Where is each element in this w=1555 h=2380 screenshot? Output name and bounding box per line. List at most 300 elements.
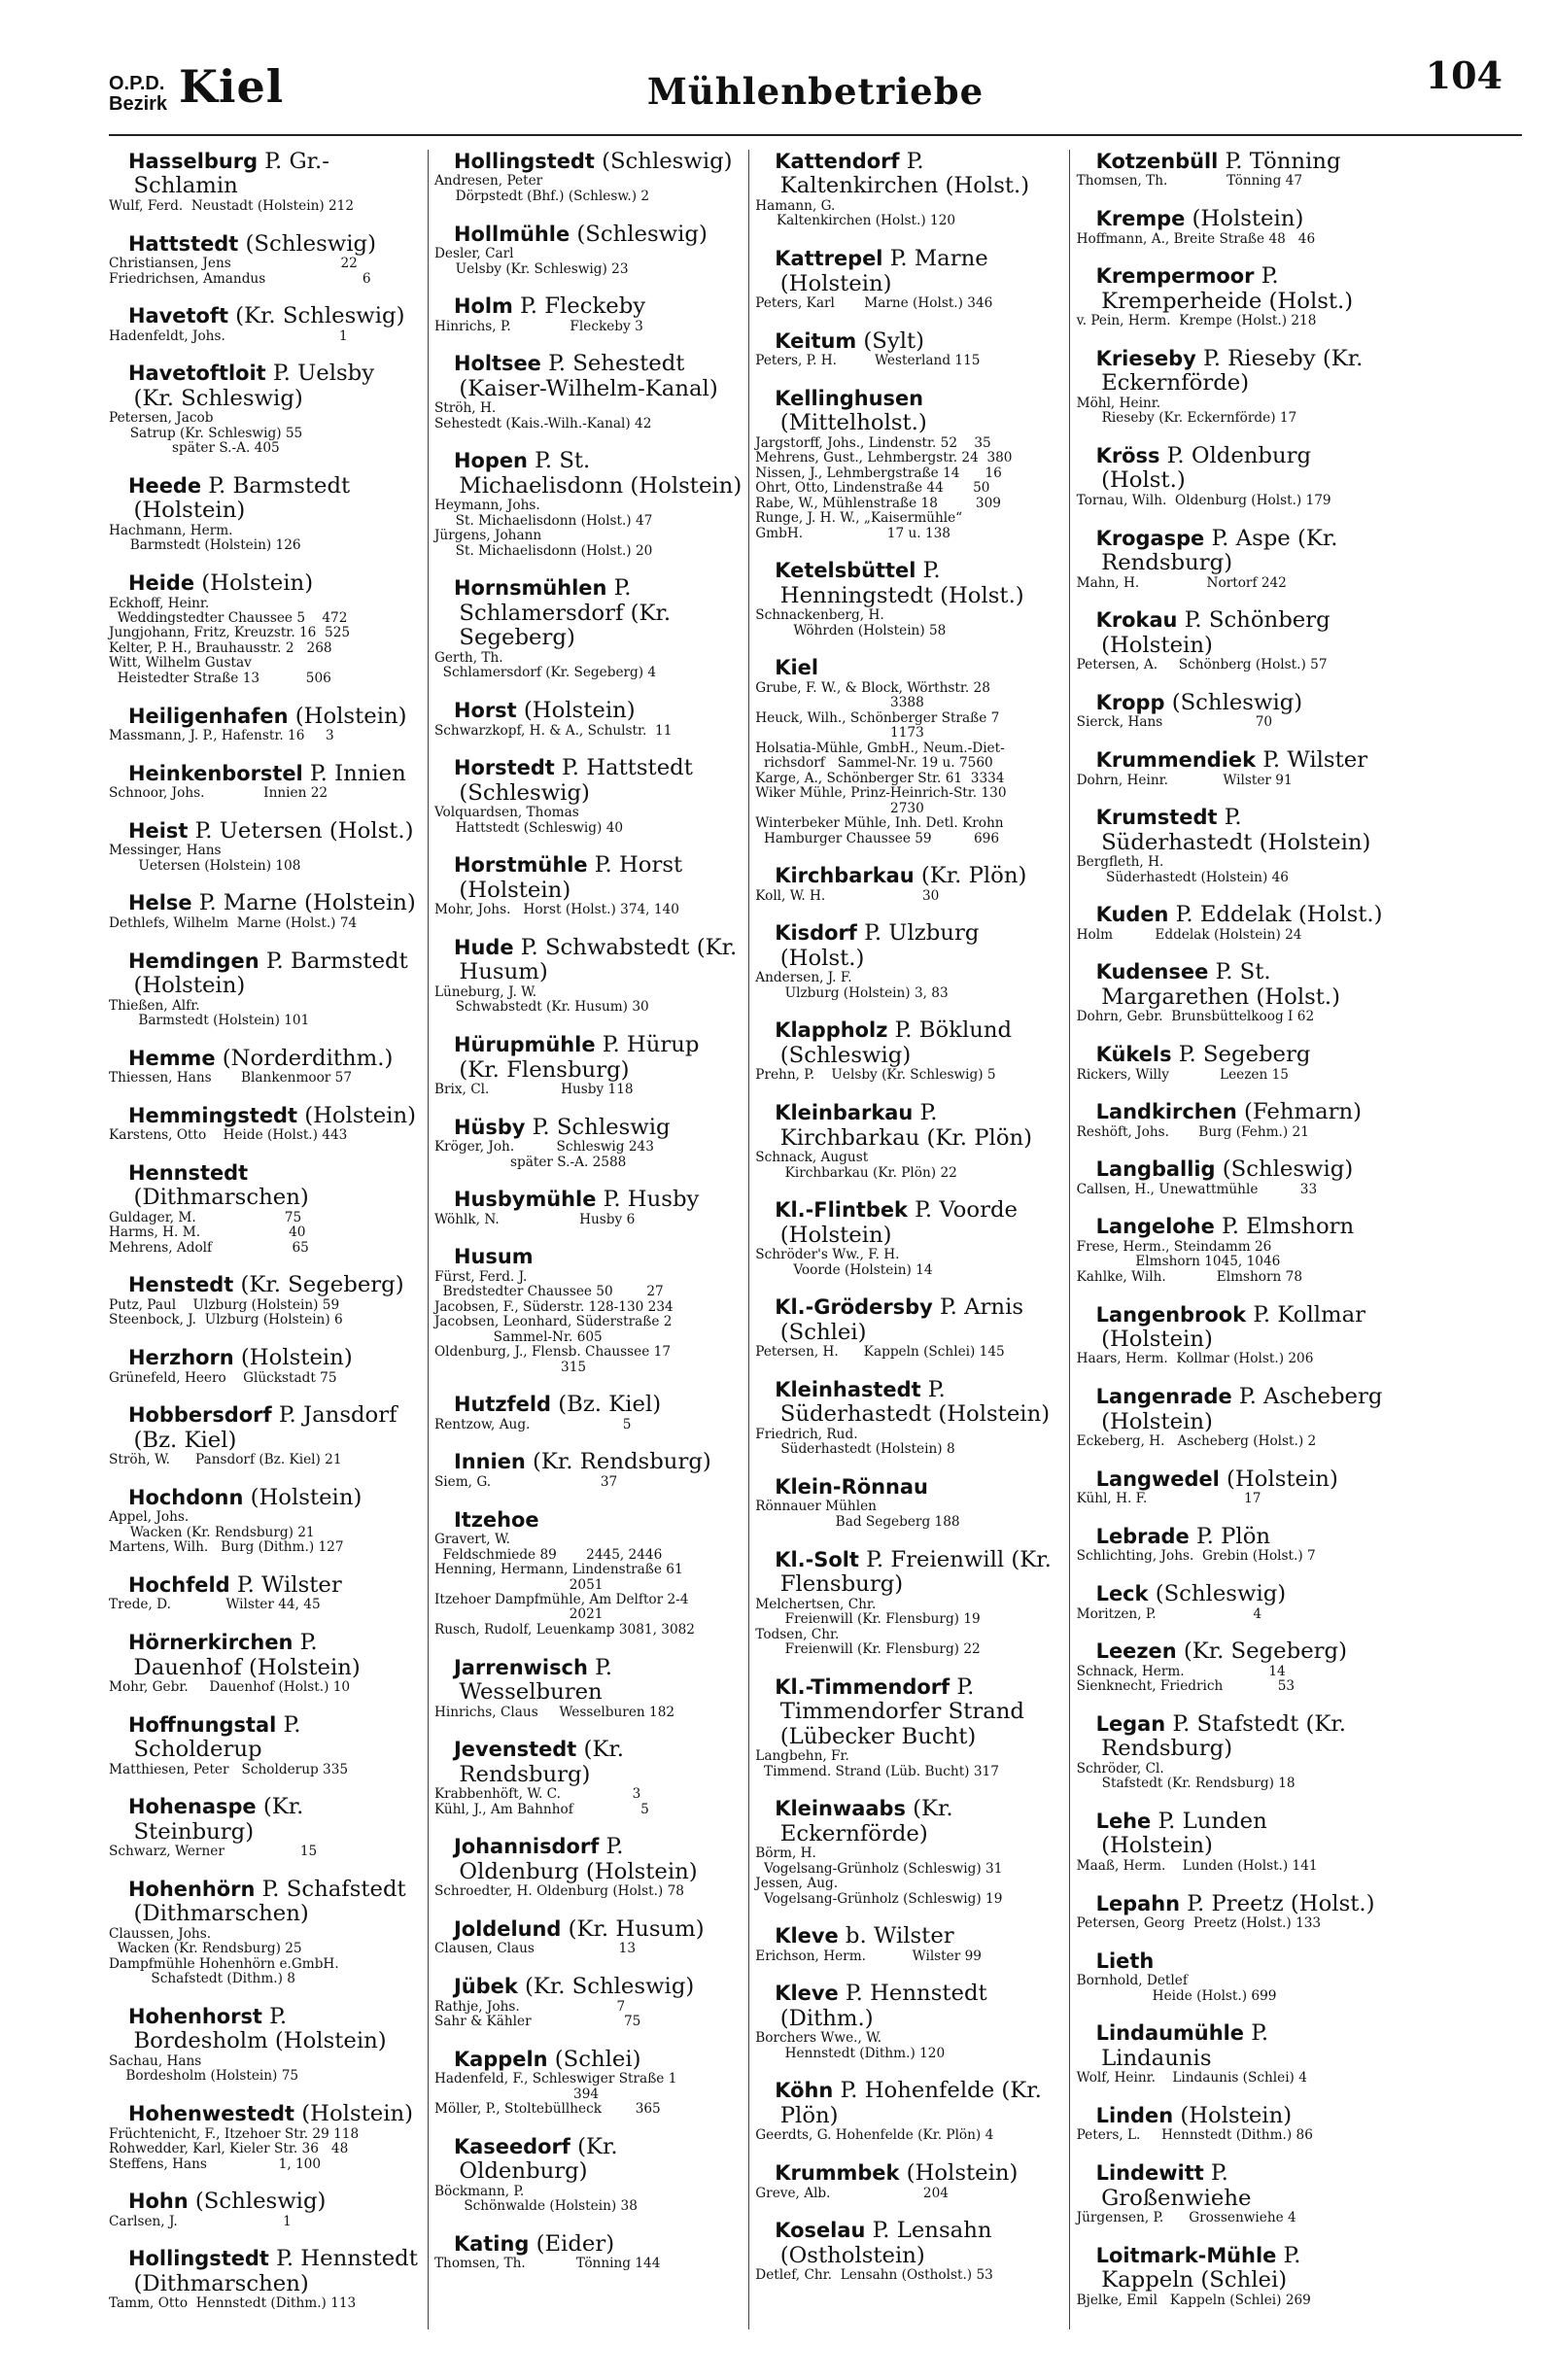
place-name: Langenbrook bbox=[1095, 1302, 1246, 1327]
listing-line: Steffens, Hans 1, 100 bbox=[109, 2156, 322, 2172]
opd-label: O.P.D. bbox=[109, 73, 165, 94]
place-name: Krempermoor bbox=[1095, 264, 1255, 289]
listing-line: Claussen, Johs. bbox=[109, 1925, 212, 1942]
place-location: P. Wesselburen bbox=[459, 1654, 613, 1706]
listing-line: 2021 bbox=[433, 1606, 604, 1623]
directory-entry bbox=[109, 1878, 421, 1987]
place-location: (Holstein) bbox=[243, 1484, 363, 1510]
place-heading bbox=[434, 223, 743, 247]
place-location: P. Hattstedt (Schleswig) bbox=[459, 755, 693, 806]
place-name: Leck bbox=[1095, 1582, 1149, 1606]
place-heading bbox=[755, 1378, 1063, 1428]
place-name: Johannisdorf bbox=[453, 1835, 600, 1859]
listing-line: Dörpstedt (Bhf.) (Schlesw.) 2 bbox=[433, 188, 650, 204]
listing-line: Thomsen, Th. Tönning 144 bbox=[433, 2256, 661, 2272]
directory-entry bbox=[1077, 264, 1385, 328]
directory-entry bbox=[1077, 1467, 1385, 1507]
directory-entry bbox=[109, 362, 421, 456]
listing-line: Wacken (Kr. Rendsburg) 21 bbox=[109, 1524, 315, 1540]
listing-line: Schröder, Cl. bbox=[1076, 1760, 1164, 1776]
place-heading bbox=[755, 1198, 1063, 1248]
place-location: P. Ascheberg (Holstein) bbox=[1101, 1384, 1383, 1434]
place-heading bbox=[434, 2135, 743, 2185]
place-location: P. Kappeln (Schlei) bbox=[1101, 2242, 1301, 2294]
place-heading bbox=[109, 474, 421, 524]
place-heading bbox=[1077, 2021, 1385, 2071]
place-location: (Schleswig) bbox=[594, 149, 733, 174]
place-name: Kating bbox=[453, 2231, 530, 2256]
place-location: (Mittelholst.) bbox=[779, 410, 927, 436]
place-heading bbox=[109, 2005, 421, 2054]
listing-line: Lüneburg, J. W. bbox=[433, 983, 537, 1000]
directory-entry bbox=[1077, 1810, 1385, 1874]
place-location: P. Jansdorf (Bz. Kiel) bbox=[133, 1402, 397, 1453]
place-name: Hohenhorst bbox=[128, 2004, 262, 2028]
place-location: P. Henningstedt (Holst.) bbox=[779, 558, 1024, 608]
place-location: P. Bordesholm (Holstein) bbox=[133, 2003, 387, 2054]
listing-line: Heymann, Johs. bbox=[433, 498, 540, 514]
listing-line: Rabe, W., Mühlenstraße 18 309 bbox=[755, 495, 1001, 511]
place-heading bbox=[109, 1573, 421, 1598]
place-heading bbox=[1077, 2161, 1385, 2211]
directory-entry bbox=[1077, 1525, 1385, 1565]
place-heading bbox=[755, 1924, 1063, 1949]
place-name: Hüsby bbox=[453, 1115, 526, 1139]
listing-line: Wulf, Ferd. Neustadt (Holstein) 212 bbox=[109, 197, 355, 214]
place-name: Kl.-Solt bbox=[775, 1547, 859, 1571]
directory-entry bbox=[109, 1795, 421, 1859]
directory-entry bbox=[109, 1047, 421, 1087]
listing-line: Thiessen, Hans Blankenmoor 57 bbox=[109, 1070, 353, 1087]
place-heading bbox=[1077, 1582, 1385, 1606]
listing-line: Callsen, H., Unewattmühle 33 bbox=[1076, 1181, 1318, 1197]
place-heading bbox=[109, 891, 421, 915]
place-heading bbox=[1077, 1949, 1385, 1974]
place-name: Jarrenwisch bbox=[453, 1655, 588, 1679]
place-heading bbox=[1077, 2244, 1385, 2294]
directory-entry bbox=[434, 1033, 743, 1097]
listing-line: Rönnauer Mühlen bbox=[755, 1499, 877, 1515]
place-location: (Schlei) bbox=[547, 2046, 641, 2072]
listing-line: Andresen, Peter bbox=[433, 173, 543, 190]
listing-line: Schroedter, H. Oldenburg (Holst.) 78 bbox=[433, 1883, 684, 1900]
place-location: P. Stafstedt (Kr. Rendsburg) bbox=[1101, 1710, 1346, 1762]
listing-line: Hadenfeldt, Johs. 1 bbox=[109, 328, 348, 344]
directory-entry bbox=[109, 1486, 421, 1556]
place-location: P. Schleswig bbox=[525, 1114, 671, 1140]
listing-line: Mehrens, Gust., Lehmbergstr. 24 380 bbox=[755, 450, 1013, 466]
directory-entry bbox=[434, 1188, 743, 1227]
place-heading bbox=[1077, 1712, 1385, 1762]
place-name: Kleve bbox=[775, 1924, 839, 1949]
listing-line: Wacken (Kr. Rendsburg) 25 bbox=[109, 1941, 302, 1957]
directory-entry bbox=[434, 150, 743, 204]
place-location: P. Hennstedt (Dithmarschen) bbox=[133, 2246, 418, 2296]
place-heading bbox=[1077, 903, 1385, 927]
listing-line: St. Michaelisdonn (Holst.) 47 bbox=[433, 512, 653, 529]
place-name: Hohenaspe bbox=[128, 1795, 257, 1819]
listing-line: Eckhoff, Heinr. bbox=[109, 595, 210, 611]
place-name: Lepahn bbox=[1095, 1891, 1181, 1915]
place-name: Holm bbox=[453, 294, 513, 319]
place-location: P. Kaltenkirchen (Holst.) bbox=[779, 149, 1030, 199]
place-name: Hemme bbox=[128, 1046, 216, 1070]
listing-line: Barmstedt (Holstein) 126 bbox=[109, 537, 301, 554]
directory-entry bbox=[434, 1656, 743, 1720]
listing-line: Clausen, Claus 13 bbox=[433, 1941, 636, 1957]
place-location: P. Husby bbox=[596, 1187, 700, 1213]
place-location: (Holstein) bbox=[233, 1345, 353, 1371]
place-name: Hollingstedt bbox=[453, 150, 595, 173]
place-location: (Holstein) bbox=[288, 703, 407, 729]
place-location: P. Aspe (Kr. Rendsburg) bbox=[1101, 525, 1338, 576]
place-location: P. Schönberg (Holstein) bbox=[1101, 607, 1330, 658]
place-heading bbox=[434, 1738, 743, 1787]
place-name: Lindewitt bbox=[1095, 2161, 1204, 2186]
listing-line: Koll, W. H. 30 bbox=[755, 887, 940, 904]
place-name: Lindaumühle bbox=[1095, 2021, 1244, 2046]
place-name: Linden bbox=[1095, 2103, 1174, 2127]
directory-entry bbox=[755, 2161, 1063, 2201]
place-name: Havetoftloit bbox=[128, 362, 266, 386]
place-heading bbox=[109, 1713, 421, 1763]
listing-line: Bergfleth, H. bbox=[1076, 854, 1164, 871]
place-name: Kirchbarkau bbox=[775, 864, 915, 888]
directory-entry bbox=[755, 2219, 1063, 2283]
place-location: P. Ulzburg (Holst.) bbox=[779, 920, 980, 971]
listing-line: Harms, H. M. 40 bbox=[109, 1224, 306, 1241]
listing-line: Maaß, Herm. Lunden (Holst.) 141 bbox=[1076, 1857, 1318, 1874]
place-name: Langenrade bbox=[1095, 1385, 1232, 1409]
listing-line: Brix, Cl. Husby 118 bbox=[433, 1081, 634, 1097]
listing-line: Jacobsen, Leonhard, Süderstraße 2 bbox=[433, 1314, 673, 1330]
listing-line: Schwarzkopf, H. & A., Schulstr. 11 bbox=[433, 722, 673, 739]
directory-entry bbox=[1077, 608, 1385, 673]
directory-entry bbox=[755, 1924, 1063, 1964]
directory-entry bbox=[434, 1917, 743, 1957]
directory-entry bbox=[434, 223, 743, 277]
listing-line: Borchers Wwe., W. bbox=[755, 2030, 882, 2047]
listing-line: Satrup (Kr. Schleswig) 55 bbox=[109, 425, 303, 441]
directory-entry bbox=[109, 150, 421, 214]
place-heading bbox=[755, 921, 1063, 971]
place-heading bbox=[755, 387, 1063, 436]
listing-line: Eckeberg, H. Ascheberg (Holst.) 2 bbox=[1076, 1433, 1317, 1450]
place-location: P. Oldenburg (Holst.) bbox=[1101, 443, 1312, 494]
directory-entry bbox=[755, 387, 1063, 541]
listing-line: Fürst, Ferd. J. bbox=[433, 1268, 528, 1285]
directory-entry bbox=[755, 864, 1063, 904]
listing-line: Petersen, A. Schönberg (Holst.) 57 bbox=[1076, 657, 1328, 673]
place-heading bbox=[109, 1047, 421, 1071]
directory-entry bbox=[755, 1548, 1063, 1658]
place-location: (Kr. Steinburg) bbox=[133, 1794, 304, 1845]
listing-line: Sammel-Nr. 605 bbox=[433, 1328, 603, 1345]
place-name: Kl.-Grödersby bbox=[775, 1295, 933, 1320]
place-name: Keitum bbox=[775, 328, 857, 353]
directory-entry bbox=[755, 559, 1063, 638]
listing-line: Wolf, Heinr. Lindaunis (Schlei) 4 bbox=[1076, 2070, 1307, 2087]
place-heading bbox=[434, 1835, 743, 1884]
place-heading bbox=[1077, 806, 1385, 855]
listing-line: Uelsby (Kr. Schleswig) 23 bbox=[433, 260, 629, 277]
directory-entry bbox=[755, 1982, 1063, 2061]
place-heading bbox=[109, 1631, 421, 1680]
place-heading bbox=[109, 949, 421, 999]
place-location: P. Rieseby (Kr. Eckernförde) bbox=[1101, 345, 1364, 397]
place-name: Kleve bbox=[775, 1982, 839, 2006]
listing-line: Früchtenicht, F., Itzehoer Str. 29 118 bbox=[109, 2125, 360, 2142]
listing-line: Schnack, Herm. 14 bbox=[1076, 1663, 1286, 1679]
directory-entry bbox=[434, 1245, 743, 1375]
place-location: P. St. Michaelisdonn (Holstein) bbox=[459, 448, 743, 499]
place-name: Kattendorf bbox=[775, 150, 900, 173]
listing-line: Schlamersdorf (Kr. Segeberg) 4 bbox=[433, 665, 657, 681]
place-location: b. Wilster bbox=[838, 1923, 954, 1949]
place-heading bbox=[755, 2079, 1063, 2128]
place-heading bbox=[109, 2190, 421, 2214]
listing-line: Bornhold, Detlef bbox=[1076, 1973, 1188, 1989]
directory-entry bbox=[1077, 444, 1385, 508]
directory-entry bbox=[109, 705, 421, 744]
listing-line: Bad Segeberg 188 bbox=[755, 1513, 960, 1530]
place-location: P. Plön bbox=[1189, 1523, 1271, 1549]
listing-line: Prehn, P. Uelsby (Kr. Schleswig) 5 bbox=[755, 1067, 996, 1084]
directory-entry bbox=[1077, 1639, 1385, 1694]
place-heading bbox=[1077, 1043, 1385, 1067]
listing-line: Jürgensen, P. Grossenwiehe 4 bbox=[1076, 2210, 1296, 2225]
place-name: Jevenstedt bbox=[453, 1738, 577, 1762]
place-name: Hollingstedt bbox=[128, 2247, 269, 2271]
listing-line: Holm Eddelak (Holstein) 24 bbox=[1076, 926, 1302, 943]
listing-line: Oldenburg, J., Flensb. Chaussee 17 bbox=[433, 1344, 672, 1361]
listing-line: Langbehn, Fr. bbox=[755, 1748, 849, 1765]
place-name: Klein-Rönnau bbox=[775, 1474, 928, 1499]
listing-line: Kahlke, Wilh. Elmshorn 78 bbox=[1076, 1268, 1302, 1285]
place-name: Krempe bbox=[1095, 207, 1186, 231]
listing-line: Heuck, Wilh., Schönberger Straße 7 bbox=[755, 709, 1000, 726]
directory-entry bbox=[434, 2232, 743, 2272]
listing-line: Detlef, Chr. Lensahn (Ostholst.) 53 bbox=[755, 2267, 993, 2284]
directory-entry bbox=[434, 1508, 743, 1638]
place-heading bbox=[755, 2219, 1063, 2268]
listing-line: Heide (Holst.) 699 bbox=[1076, 1987, 1277, 2004]
place-heading bbox=[755, 1018, 1063, 1068]
listing-line: Kühl, H. F. 17 bbox=[1076, 1491, 1261, 1507]
listing-line: Desler, Carl bbox=[433, 246, 514, 262]
place-heading bbox=[755, 1475, 1063, 1500]
place-heading bbox=[1077, 207, 1385, 231]
listing-line: Rieseby (Kr. Eckernförde) 17 bbox=[1076, 410, 1297, 427]
listing-line: Thießen, Alfr. bbox=[109, 997, 200, 1014]
directory-entry bbox=[1077, 1892, 1385, 1932]
place-heading bbox=[755, 1548, 1063, 1598]
place-heading bbox=[434, 853, 743, 903]
listing-line: Reshöft, Johs. Burg (Fehm.) 21 bbox=[1076, 1123, 1309, 1140]
place-heading bbox=[109, 1346, 421, 1370]
place-location: P. Eddelak (Holst.) bbox=[1168, 902, 1383, 928]
place-heading bbox=[755, 864, 1063, 888]
place-location: (Kr. Oldenburg) bbox=[459, 2133, 618, 2185]
place-location: P. Horst (Holstein) bbox=[459, 852, 683, 903]
directory-entry bbox=[109, 571, 421, 686]
listing-line: Vogelsang-Grünholz (Schleswig) 19 bbox=[755, 1890, 1003, 1907]
listing-line: Schnack, August bbox=[755, 1150, 869, 1166]
place-location: (Kr. Plön) bbox=[914, 863, 1027, 889]
place-name: Heide bbox=[128, 571, 195, 596]
directory-entry bbox=[1077, 1100, 1385, 1140]
place-name: Hennstedt bbox=[128, 1160, 249, 1185]
listing-line: Appel, Johs. bbox=[109, 1509, 190, 1526]
place-name: Heinkenborstel bbox=[128, 761, 303, 785]
directory-entry bbox=[434, 294, 743, 334]
place-name: Kropp bbox=[1095, 690, 1165, 714]
place-heading bbox=[434, 1188, 743, 1212]
place-name: Herzhorn bbox=[128, 1346, 234, 1370]
place-location: P. Böklund (Schleswig) bbox=[779, 1018, 1013, 1068]
place-heading bbox=[1077, 748, 1385, 773]
directory-entry bbox=[1077, 150, 1385, 190]
place-name: Leezen bbox=[1095, 1639, 1177, 1664]
place-heading bbox=[434, 1917, 743, 1942]
place-location: (Schleswig) bbox=[188, 2189, 327, 2215]
listing-line: Peters, L. Hennstedt (Dithm.) 86 bbox=[1076, 2127, 1313, 2144]
directory-entry bbox=[755, 150, 1063, 229]
place-heading bbox=[755, 1675, 1063, 1749]
place-location: (Kr. Husum) bbox=[561, 1915, 705, 1942]
listing-line: Hamann, G. bbox=[755, 197, 836, 214]
directory-entry bbox=[755, 1101, 1063, 1181]
listing-line: 394 bbox=[433, 2086, 600, 2102]
place-name: Kudensee bbox=[1095, 960, 1209, 984]
place-location: P. Voorde (Holstein) bbox=[779, 1197, 1018, 1248]
directory-entry bbox=[1077, 806, 1385, 885]
listing-line: Petersen, H. Kappeln (Schlei) 145 bbox=[755, 1344, 1005, 1361]
place-location: (Kr. Segeberg) bbox=[1176, 1638, 1347, 1665]
listing-line: Karge, A., Schönberger Str. 61 3334 bbox=[755, 770, 1005, 786]
directory-entry bbox=[755, 329, 1063, 369]
place-location: (Kr. Schleswig) bbox=[227, 303, 405, 329]
listing-line: Rohwedder, Karl, Kieler Str. 36 48 bbox=[109, 2141, 349, 2157]
place-location: P. Schwabstedt (Kr. Husum) bbox=[459, 934, 738, 985]
place-name: Lieth bbox=[1095, 1949, 1155, 1973]
listing-line: Barmstedt (Holstein) 101 bbox=[109, 1012, 310, 1028]
column-4 bbox=[1069, 150, 1390, 2329]
place-heading bbox=[109, 1161, 421, 1211]
listing-line: Süderhastedt (Holstein) 46 bbox=[1076, 869, 1289, 885]
listing-line: Friedrich, Rud. bbox=[755, 1426, 858, 1442]
place-location: (Norderdithm.) bbox=[215, 1045, 394, 1071]
listing-line: Rusch, Rudolf, Leuenkamp 3081, 3082 bbox=[433, 1621, 695, 1638]
place-heading bbox=[434, 150, 743, 174]
place-name: Kleinwaabs bbox=[775, 1797, 906, 1821]
place-name: Kotzenbüll bbox=[1095, 150, 1219, 173]
listing-line: Peters, Karl Marne (Holst.) 346 bbox=[755, 295, 993, 312]
place-name: Klappholz bbox=[775, 1018, 888, 1043]
listing-line: Petersen, Georg Preetz (Holst.) 133 bbox=[1076, 1915, 1322, 1931]
place-heading bbox=[109, 232, 421, 257]
place-name: Lebrade bbox=[1095, 1524, 1190, 1548]
directory-entry bbox=[109, 1631, 421, 1695]
place-name: Langelohe bbox=[1095, 1215, 1215, 1239]
listing-line: Kühl, J., Am Bahnhof 5 bbox=[433, 1801, 649, 1817]
listing-line: Heistedter Straße 13 506 bbox=[109, 670, 331, 686]
place-location: (Holstein) bbox=[194, 570, 314, 597]
directory-entry bbox=[109, 1403, 421, 1467]
place-heading bbox=[434, 756, 743, 806]
listing-line: Kröger, Joh. Schleswig 243 bbox=[433, 1139, 654, 1156]
listing-line: 1173 bbox=[755, 725, 924, 742]
bezirk-label: Bezirk bbox=[109, 93, 168, 115]
place-name: Helse bbox=[128, 891, 192, 915]
place-heading bbox=[434, 2232, 743, 2257]
place-name: Krokau bbox=[1095, 608, 1178, 633]
place-name: Hopen bbox=[453, 449, 528, 473]
place-heading bbox=[109, 362, 421, 411]
place-heading bbox=[434, 1393, 743, 1417]
listing-line: Melchertsen, Chr. bbox=[755, 1596, 877, 1612]
listing-line: Henning, Hermann, Lindenstraße 61 bbox=[433, 1562, 683, 1578]
place-heading bbox=[434, 1508, 743, 1533]
directory-entry bbox=[755, 921, 1063, 1001]
listing-line: Hadenfeld, F., Schleswiger Straße 1 bbox=[433, 2071, 677, 2087]
listing-line: Christiansen, Jens 22 bbox=[109, 256, 358, 272]
listing-line: Rentzow, Aug. 5 bbox=[433, 1416, 632, 1432]
listing-line: Trede, D. Wilster 44, 45 bbox=[109, 1597, 321, 1613]
place-name: Heist bbox=[128, 818, 189, 843]
listing-line: Jargstorff, Johs., Lindenstr. 52 35 bbox=[755, 434, 991, 451]
place-name: Kleinbarkau bbox=[775, 1101, 914, 1125]
place-name: Koselau bbox=[775, 2219, 866, 2243]
place-location: (Kr. Schleswig) bbox=[517, 1974, 695, 2000]
place-name: Heede bbox=[128, 473, 202, 498]
listing-line: Ulzburg (Holstein) 3, 83 bbox=[755, 984, 949, 1001]
place-location: P. Barmstedt (Holstein) bbox=[133, 472, 351, 524]
directory-entry bbox=[434, 1450, 743, 1490]
place-name: Krummbek bbox=[775, 2161, 900, 2186]
place-heading bbox=[755, 1797, 1063, 1846]
listing-line: Stafstedt (Kr. Rendsburg) 18 bbox=[1076, 1776, 1296, 1792]
listing-line: Freienwill (Kr. Flensburg) 19 bbox=[755, 1611, 981, 1628]
listing-line: Itzehoer Dampfmühle, Am Delftor 2-4 bbox=[433, 1591, 689, 1607]
place-location: (Bz. Kiel) bbox=[551, 1392, 662, 1418]
directory-entry bbox=[109, 2247, 421, 2311]
place-location: (Kr. Segeberg) bbox=[233, 1272, 404, 1298]
place-location: P. Tönning bbox=[1218, 149, 1341, 174]
listing-line: Elmshorn 1045, 1046 bbox=[1076, 1254, 1281, 1270]
place-heading bbox=[109, 819, 421, 844]
place-name: Kl.-Flintbek bbox=[775, 1198, 908, 1223]
place-heading bbox=[109, 304, 421, 328]
listing-line: Wiker Mühle, Prinz-Heinrich-Str. 130 bbox=[755, 785, 1007, 802]
place-location: (Holstein) bbox=[296, 1102, 416, 1128]
place-name: Köhn bbox=[775, 2079, 834, 2103]
listing-line: Peters, P. H. Westerland 115 bbox=[755, 353, 981, 369]
place-name: Hutzfeld bbox=[453, 1393, 551, 1417]
directory-entry bbox=[434, 1738, 743, 1817]
place-name: Husbymühle bbox=[453, 1188, 597, 1212]
listing-line: Kelter, P. H., Brauhausstr. 2 268 bbox=[109, 639, 332, 656]
directory-entry bbox=[434, 1116, 743, 1170]
place-name: Hasselburg bbox=[128, 150, 259, 173]
directory-entry bbox=[434, 1975, 743, 2029]
place-heading bbox=[434, 699, 743, 723]
directory-entry bbox=[755, 1018, 1063, 1083]
listing-line: Siem, G. 37 bbox=[433, 1473, 618, 1490]
place-name: Hobbersdorf bbox=[128, 1403, 272, 1428]
listing-line: Gerth, Th. bbox=[433, 649, 503, 666]
directory-entry bbox=[109, 1161, 421, 1256]
